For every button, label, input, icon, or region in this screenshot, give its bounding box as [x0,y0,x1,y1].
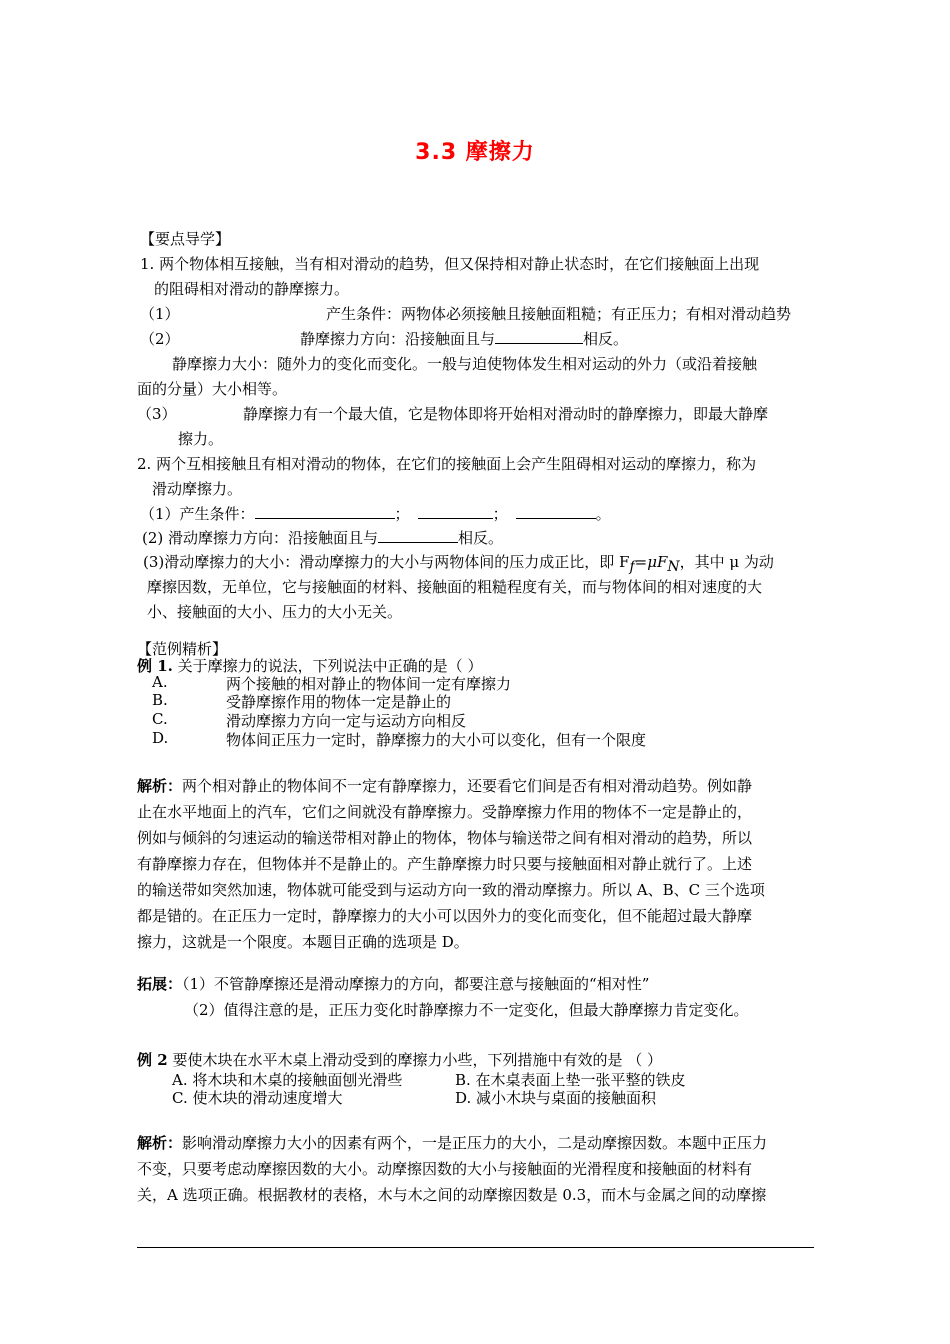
option-d-text: 物体间正压力一定时，静摩擦力的大小可以变化，但有一个限度 [226,731,647,749]
item-3-text: 静摩擦力有一个最大值，它是物体即将开始相对滑动时的静摩擦力，即最大静摩 [243,405,769,423]
static-size-line-2: 面的分量）大小相等。 [137,380,288,398]
analysis-1-line-1 [137,775,752,796]
point-2-line-2: 滑动摩擦力。 [152,480,243,498]
item-3-text-2: 擦力。 [178,430,224,448]
analysis-2-text: 影响滑动摩擦力大小的因素有两个，一是正压力的大小，二是动摩擦因数。本题中正压力 [182,1134,768,1152]
period: 。 [595,505,611,523]
analysis-2-line-1 [137,1132,767,1153]
analysis-1-line-3: 例如与倾斜的匀速运动的输送带相对静止的物体，物体与输送带之间有相对滑动的趋势，所以 [137,829,753,847]
ex2-option-a: A. 将木块和木桌的接触面刨光滑些 [172,1071,403,1089]
fill-blank [418,504,493,519]
sliding-direction-text-b: 相反。 [458,529,504,547]
example-1-label: 例 1. [137,657,173,675]
option-d-key: D. [152,729,169,747]
sliding-direction-text-a: (2) 滑动摩擦力方向：沿接触面且与 [142,529,379,547]
extension-line-2: （2）值得注意的是，正压力变化时静摩擦力不一定变化，但最大静摩擦力肯定变化。 [184,1001,749,1019]
sliding-size-text-a: (3)滑动摩擦力的大小：滑动摩擦力的大小与两物体间的压力成正比，即 F [143,553,630,571]
page-title: 3.3 摩擦力 [415,140,535,165]
item-2-number: （2） [140,330,180,348]
option-b-key: B. [152,691,168,709]
analysis-1-line-6: 都是错的。在正压力一定时，静摩擦力的大小可以因外力的变化而变化，但不能超过最大静摩 [137,907,753,925]
ex2-option-c: C. 使木块的滑动速度增大 [172,1089,343,1107]
section-heading-key-points: 【要点导学】 [140,230,231,248]
analysis-1-line-2: 止在水平地面上的汽车，它们之间就没有静摩擦力。受静摩擦力作用的物体不一定是静止的， [137,803,753,821]
subscript-f: f [629,559,635,575]
sliding-condition-label: （1）产生条件： [140,505,255,523]
extension-text-1: （1）不管静摩擦还是滑动摩擦力的方向，都要注意与接触面的“相对性” [182,975,650,993]
analysis-1-line-4: 有静摩擦力存在，但物体并不是静止的。产生静摩擦力时只要与接触面相对静止就行了。上述 [137,855,753,873]
example-1-text: 关于摩擦力的说法，下列说法中正确的是（ ） [177,657,483,675]
separator: ； [492,505,508,523]
point-2-line-1: 2. 两个互相接触且有相对滑动的物体，在它们的接触面上会产生阻碍相对运动的摩擦力，称为 [137,455,757,473]
item-2-text-b: 相反。 [583,330,629,348]
analysis-1-text: 两个相对静止的物体间不一定有静摩擦力，还要看它们间是否有相对滑动趋势。例如静 [182,777,753,795]
analysis-1-line-5: 的输送带如突然加速，物体就可能受到与运动方向一致的滑动摩擦力。所以 A、B、C 三个选项 [137,881,765,899]
item-2-text [300,328,628,349]
sliding-size-line-2: 摩擦因数，无单位，它与接触面的材料、接触面的粗糙程度有关，而与物体间的相对速度的大 [147,578,763,596]
option-c-key: C. [152,710,168,728]
static-size-line-1: 静摩擦力大小：随外力的变化而变化。一般与迫使物体发生相对运动的外力（或沿着接触 [172,355,758,373]
sliding-size-text-b: ，其中 μ 为动 [679,553,774,571]
example-2-label: 例 2 [137,1051,168,1069]
example-2-text: 要使木块在水平木桌上滑动受到的摩擦力小些，下列措施中有效的是 （ ） [172,1051,662,1069]
fill-blank [255,504,395,519]
extension-label: 拓展： [137,975,183,993]
item-2-text-a: 静摩擦力方向：沿接触面且与 [300,330,496,348]
example-2-question [137,1049,662,1070]
sliding-condition-line [140,503,611,524]
option-a-text: 两个接触的相对静止的物体间一定有摩擦力 [226,675,512,693]
fill-blank [516,504,596,519]
analysis-1-label: 解析： [137,777,183,795]
analysis-2-line-2: 不变，只要考虑动摩擦因数的大小。动摩擦因数的大小与接触面的光滑程度和接触面的材料有 [137,1160,753,1178]
item-1-number: （1） [140,305,180,323]
item-1-text: 产生条件：两物体必须接触且接触面粗糙；有正压力；有相对滑动趋势 [326,305,792,323]
fill-blank [378,528,458,543]
footer-divider [137,1247,814,1248]
fill-blank [495,329,583,344]
option-a-key: A. [152,673,168,691]
sliding-size-line-1 [143,551,774,575]
point-1-line-2: 的阻碍相对滑动的静摩擦力。 [154,280,350,298]
ex2-option-d: D. 减小木块与桌面的接触面积 [455,1089,657,1107]
sliding-direction-line [142,527,503,548]
sliding-size-line-3: 小、接触面的大小、压力的大小无关。 [147,603,403,621]
analysis-2-line-3: 关，A 选项正确。根据教材的表格，木与木之间的动摩擦因数是 0.3，而木与金属之间的动摩擦 [137,1186,767,1204]
subscript-n: N [667,559,680,575]
analysis-2-label: 解析： [137,1134,183,1152]
formula: =μF [634,553,668,571]
option-b-text: 受静摩擦作用的物体一定是静止的 [226,693,452,711]
option-c-text: 滑动摩擦力方向一定与运动方向相反 [226,712,467,730]
ex2-option-b: B. 在木桌表面上垫一张平整的铁皮 [455,1071,686,1089]
point-1-line-1: 1. 两个物体相互接触，当有相对滑动的趋势，但又保持相对静止状态时，在它们接触面上出现 [140,255,760,273]
item-3-number: （3） [137,405,177,423]
separator: ； [394,505,410,523]
analysis-1-line-7: 擦力，这就是一个限度。本题目正确的选项是 D。 [137,933,469,951]
extension-line-1 [137,973,649,994]
section-heading-examples: 【范例精析】 [137,640,228,658]
